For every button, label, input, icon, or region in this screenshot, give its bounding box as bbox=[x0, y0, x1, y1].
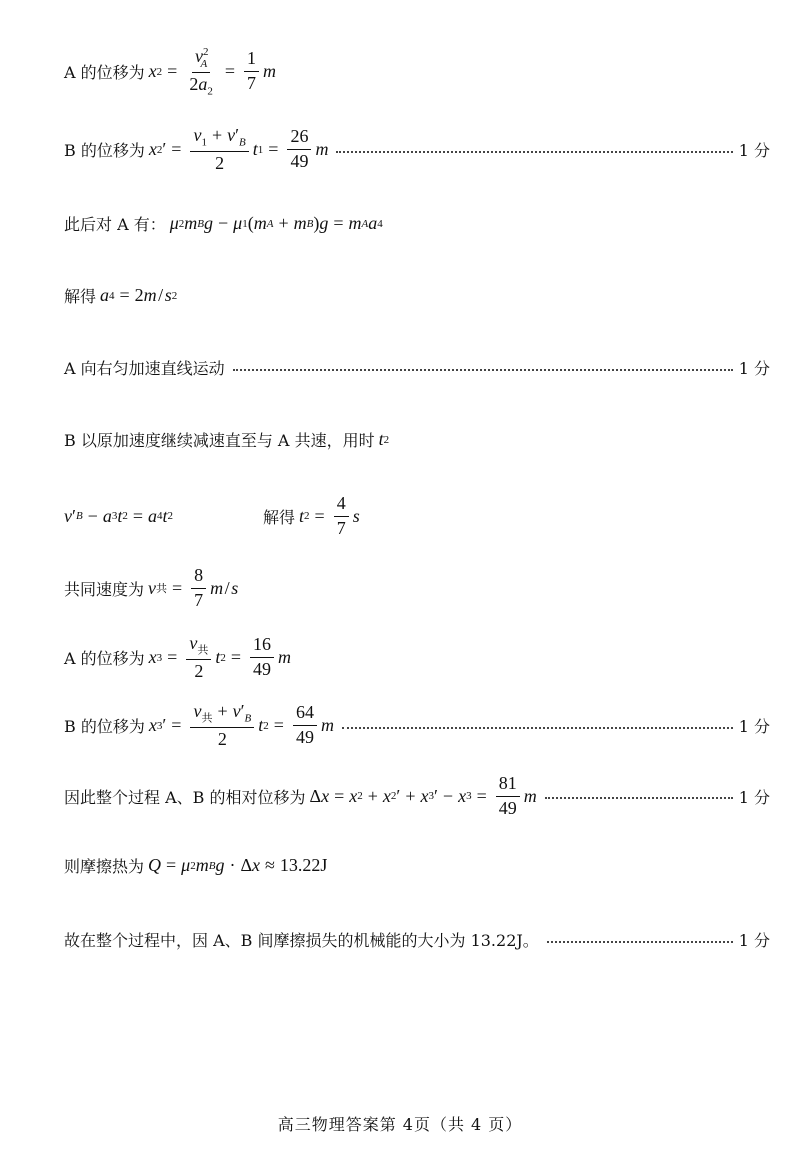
solution-line-3 bbox=[64, 212, 770, 235]
score-label: 1 分 bbox=[738, 787, 770, 807]
fraction: $\frac{8}{7}$ bbox=[191, 566, 206, 611]
line-text: B 以原加速度继续减速直至与 A 共速，用时 bbox=[64, 431, 375, 450]
fraction: $\frac{1}{7}$ bbox=[244, 49, 259, 94]
score-label: 1 分 bbox=[738, 931, 770, 950]
line-text: 此后对 A 有： bbox=[64, 215, 166, 234]
solution-line-10 bbox=[64, 702, 770, 749]
fraction: $\frac{4}{7}$ bbox=[334, 494, 349, 539]
line-text: 故在整个过程中，因 A、B 间摩擦损失的机械能的大小为 13.22J。 bbox=[64, 931, 539, 950]
symbol-t2: t 2 bbox=[378, 429, 390, 449]
solution-line-6 bbox=[64, 428, 770, 451]
equation-common-velocity: v 共 = $\frac{8}{7}$ m / s bbox=[148, 565, 239, 610]
score-label: 1 分 bbox=[738, 359, 770, 378]
fraction: $\frac{v_共 + v'_B}{2}$ bbox=[190, 702, 254, 749]
score-label: 1 分 bbox=[738, 717, 770, 737]
solution-line-7 bbox=[64, 494, 770, 539]
fraction: $\frac{81}{49}$ bbox=[496, 774, 520, 819]
line-text: 解得 bbox=[64, 287, 97, 306]
fraction: $\frac{v_共}{2}$ bbox=[186, 634, 211, 681]
line-text: 则摩擦热为 bbox=[64, 857, 145, 876]
line-text: A 的位移为 bbox=[64, 649, 145, 669]
equation-x3-prime: x 3 ′ = $\frac{v_共 + v'_B}{2}$ t 2 = $\frac{64}{49}$ m bbox=[148, 701, 334, 749]
solution-line-11 bbox=[64, 774, 770, 819]
solution-line-5 bbox=[64, 356, 770, 379]
solution-line-4 bbox=[64, 284, 770, 307]
line-text: B 的位移为 bbox=[64, 717, 145, 737]
solution-line-8 bbox=[64, 566, 770, 611]
fraction: $\frac{64}{49}$ bbox=[293, 703, 317, 748]
solution-line-12 bbox=[64, 854, 770, 877]
equation-x3: x 3 = $\frac{v_共}{2}$ t 2 = $\frac{16}{49}$ m bbox=[148, 633, 291, 681]
line-text: 因此整个过程 A、B 的相对位移为 bbox=[64, 787, 306, 807]
solution-line-2 bbox=[64, 126, 770, 173]
dotted-leader bbox=[233, 369, 733, 371]
dotted-leader bbox=[547, 941, 733, 943]
solution-line-9 bbox=[64, 634, 770, 681]
solution-line-13 bbox=[64, 928, 770, 951]
line-text: 共同速度为 bbox=[64, 579, 145, 599]
dotted-leader bbox=[336, 151, 732, 153]
line-text: 解得 bbox=[263, 507, 296, 527]
equation-relative-displacement: Δ x = x 2 + x 2 ′ + x 3 ′ − x 3 = $\frac{81}{49}$ m bbox=[309, 773, 537, 818]
score-label: 1 分 bbox=[738, 141, 770, 161]
line-text: A 的位移为 bbox=[64, 63, 145, 83]
equation-a4: a 4 = 2 m / s 2 bbox=[100, 285, 178, 305]
page-footer: 高三物理答案第 4页（共 4 页） bbox=[277, 1115, 523, 1134]
equation-friction-heat: Q = μ 2 m B g · Δ x ≈ 13.22J bbox=[148, 855, 328, 875]
line-text: B 的位移为 bbox=[64, 141, 145, 161]
fraction: $\frac{v^2_A}{2a_2}$ bbox=[189, 46, 213, 98]
dotted-leader bbox=[545, 797, 733, 799]
fraction: $\frac{16}{49}$ bbox=[250, 635, 274, 680]
solution-line-1 bbox=[64, 46, 770, 97]
equation-velocity-match: v ′ B − a 3 t 2 = a 4 t 2 bbox=[64, 505, 174, 526]
dotted-leader bbox=[342, 727, 733, 729]
equation-xa-displacement: x 2 = $\frac{v^2_A}{2a_2}$ = $\frac{1}{7}$ m bbox=[148, 46, 276, 98]
equation-t2: t 2 = $\frac{4}{7}$ s bbox=[299, 493, 360, 538]
fraction: $\frac{v_1 + v'_B}{2}$ bbox=[190, 126, 248, 173]
fraction: $\frac{26}{49}$ bbox=[287, 127, 311, 172]
equation-xb-displacement: x 2 ′ = $\frac{v_1 + v'_B}{2}$ t 1 = $\frac{26}{49}$ m bbox=[148, 125, 329, 173]
line-text: A 向右匀加速直线运动 bbox=[64, 359, 225, 378]
equation-force-balance: μ 2 m B g − μ 1 ( m A + m B ) g = m A a 4 bbox=[169, 213, 383, 233]
